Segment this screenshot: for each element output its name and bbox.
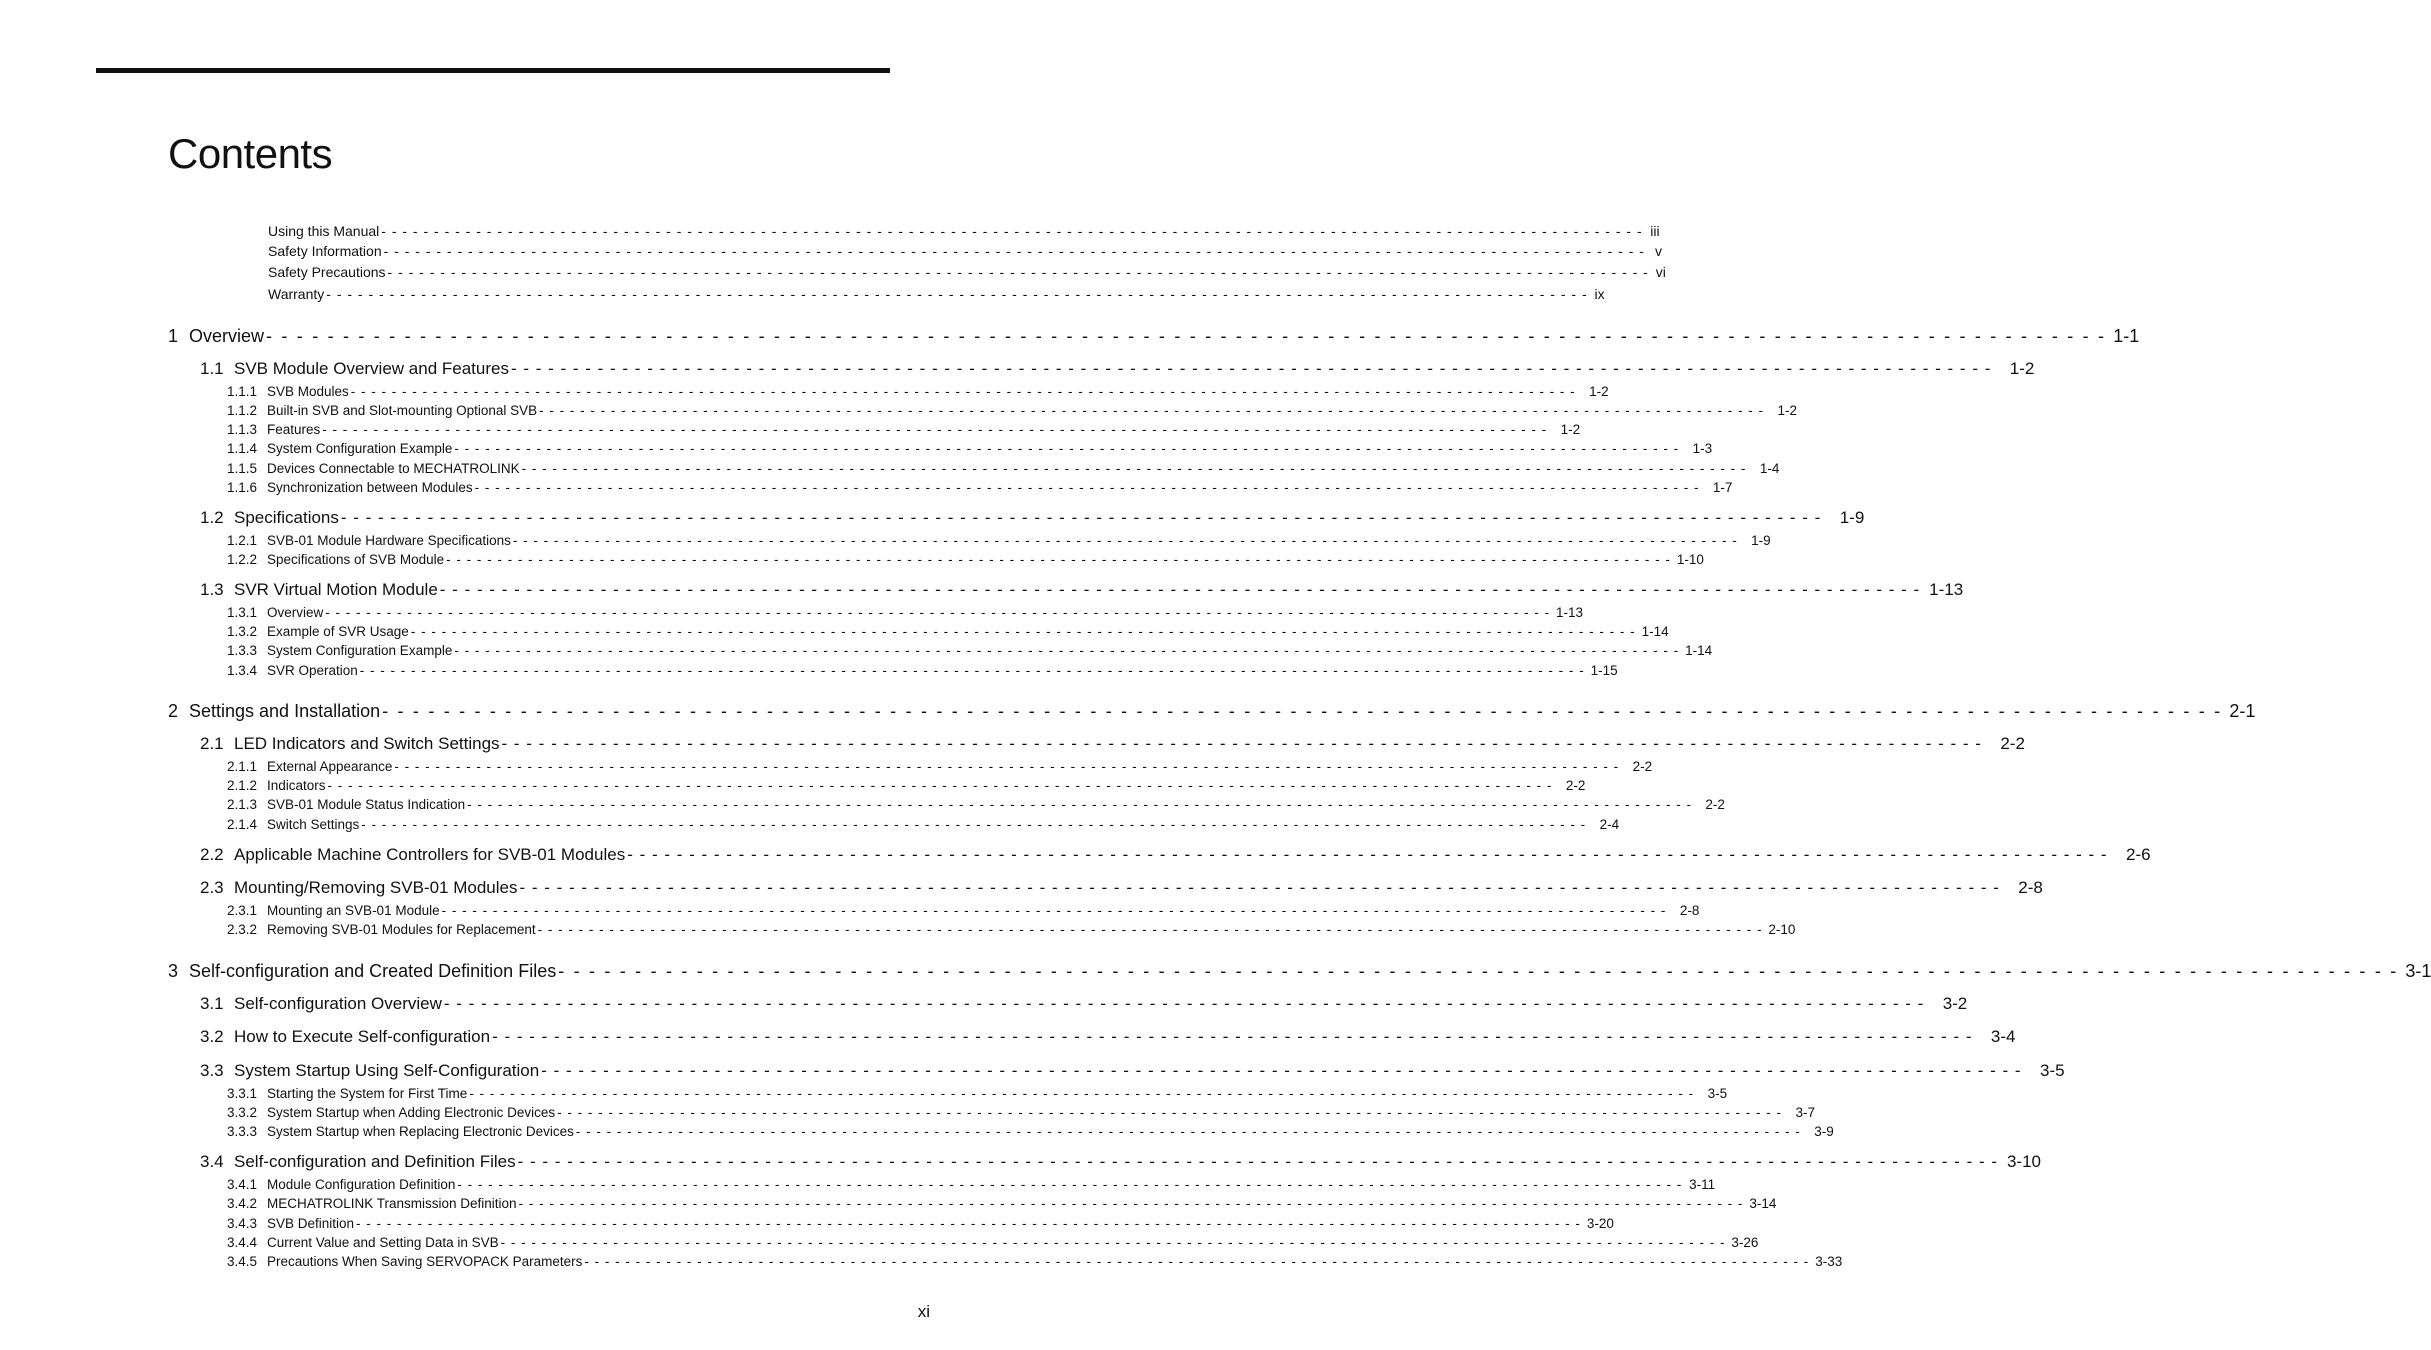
toc-entry-sub[interactable] [227, 551, 1704, 568]
dot-leader: - - - - - - - - - - - - - - - - - - - - - - - - - - - - - - - - - - - - - - - - - - - - - - - - - - - - - - - - - - - - - - - - - - - - - - - - - - - - - - - - - - - - - - - - - - - - - - - - - - - - - - - - - - - - - - - - - - - - - - - - [539, 403, 1764, 418]
dot-leader: - - - - - - - - - - - - - - - - - - - - - - - - - - - - - - - - - - - - - - - - - - - - - - - - - - - - - - - - - - - - - - - - - - - - - - - - - - - - - - - - - - - - - - - - - - - - - - - - - - - - - - - - - - - - - - - - - - - - - - - - [454, 643, 1680, 658]
entry-title: Removing SVB-01 Modules for Replacement [267, 922, 536, 937]
entry-number: 3.1 [200, 994, 224, 1013]
entry-number: 1.1.3 [227, 422, 258, 437]
entry-title: SVR Operation [267, 663, 358, 678]
dot-leader: - - - - - - - - - - - - - - - - - - - - - - - - - - - - - - - - - - - - - - - - - - - - - - - - - - - - - - - - - - - - - - - - - - - - - - - - - - - - - - - - - - - - - - - - - - - - - - - - - - - - - - - - - - - - - - - - - - - - - - - - [394, 759, 1620, 774]
toc-entry-sub[interactable] [227, 662, 1618, 679]
entry-page-number: 1-10 [1676, 552, 1704, 567]
entry-number: 3.4.4 [227, 1235, 258, 1250]
toc-entry-sub[interactable] [227, 1123, 1834, 1140]
dot-leader: - - - - - - - - - - - - - - - - - - - - - - - - - - - - - - - - - - - - - - - - - - - - - - - - - - - - - - - - - - - - - - - - - - - - - - - - - - - - - - - - - - - - - - - - - - - - - - - - - - - - - - - - - - - - - - - - - - - - - - - - [266, 326, 2107, 346]
entry-title: Synchronization between Modules [267, 480, 473, 495]
entry-title: Module Configuration Definition [267, 1177, 456, 1192]
entry-page-number: 3-5 [1707, 1086, 1728, 1101]
entry-title: LED Indicators and Switch Settings [234, 734, 500, 753]
entry-title: Using this Manual [268, 223, 380, 239]
dot-leader: - - - - - - - - - - - - - - - - - - - - - - - - - - - - - - - - - - - - - - - - - - - - - - - - - - - - - - - - - - - - - - - - - - - - - - - - - - - - - - - - - - - - - - - - - - - - - - - - - - - - - - - - - - - - - - - - - - - - - - - - [557, 1105, 1782, 1120]
entry-number: 3.2 [200, 1027, 224, 1046]
entry-title: SVR Virtual Motion Module [234, 580, 438, 599]
toc-entry-section[interactable] [200, 1026, 2016, 1048]
toc-entry-sub[interactable] [227, 758, 1653, 775]
dot-leader: - - - - - - - - - - - - - - - - - - - - - - - - - - - - - - - - - - - - - - - - - - - - - - - - - - - - - - - - - - - - - - - - - - - - - - - - - - - - - - - - - - - - - - - - - - - - - - - - - - - - - - - - - - - - - - - - - - - - - - - - [517, 1152, 1998, 1171]
toc-entry-sub[interactable] [227, 642, 1713, 659]
entry-title: SVB-01 Module Hardware Specifications [267, 533, 511, 548]
dot-leader: - - - - - - - - - - - - - - - - - - - - - - - - - - - - - - - - - - - - - - - - - - - - - - - - - - - - - - - - - - - - - - - - - - - - - - - - - - - - - - - - - - - - - - - - - - - - - - - - - - - - - - - - - - - - - - - - - - - - - - - - [325, 605, 1551, 620]
toc-entry-sub[interactable] [227, 402, 1797, 419]
toc-entry-sub[interactable] [227, 604, 1584, 621]
dot-leader: - - - - - - - - - - - - - - - - - - - - - - - - - - - - - - - - - - - - - - - - - - - - - - - - - - - - - - - - - - - - - - - - - - - - - - - - - - - - - - - - - - - - - - - - - - - - - - - - - - - - - - - - - - - - - - - - - - - - - - - - [356, 1216, 1581, 1231]
entry-page-number: vi [1655, 264, 1666, 280]
toc-entry-section[interactable] [200, 993, 1968, 1015]
entry-number: 1.3.3 [227, 643, 258, 658]
toc-entry-sub[interactable] [227, 1085, 1728, 1102]
page-title: Contents [168, 130, 333, 177]
entry-page-number: 1-4 [1759, 461, 1780, 476]
entry-page-number: 1-2 [1777, 403, 1797, 418]
entry-page-number: 1-15 [1590, 663, 1618, 678]
dot-leader: - - - - - - - - - - - - - - - - - - - - - - - - - - - - - - - - - - - - - - - - - - - - - - - - - - - - - - - - - - - - - - - - - - - - - - - - - - - - - - - - - - - - - - - - - - - - - - - - - - - - - - - - - - - - - - - - - - - - - - - - [322, 422, 1548, 437]
entry-number: 1.3.4 [227, 663, 258, 678]
toc-entry-section[interactable] [200, 877, 2043, 899]
entry-title: Warranty [268, 286, 325, 302]
entry-page-number: 2-6 [2126, 845, 2151, 864]
toc-entry-section[interactable] [200, 1060, 2065, 1082]
entry-page-number: 2-4 [1599, 817, 1620, 832]
entry-title: SVB Definition [267, 1216, 355, 1231]
dot-leader: - - - - - - - - - - - - - - - - - - - - - - - - - - - - - - - - - - - - - - - - - - - - - - - - - - - - - - - - - - - - - - - - - - - - - - - - - - - - - - - - - - - - - - - - - - - - - - - - - - - - - - - - - - - - - - - - - - - - - - - - [381, 223, 1643, 239]
entry-title: Specifications of SVB Module [267, 552, 445, 567]
entry-title: Indicators [267, 778, 326, 793]
dot-leader: - - - - - - - - - - - - - - - - - - - - - - - - - - - - - - - - - - - - - - - - - - - - - - - - - - - - - - - - - - - - - - - - - - - - - - - - - - - - - - - - - - - - - - - - - - - - - - - - - - - - - - - - - - - - - - - - - - - - - - - - [518, 1196, 1744, 1211]
entry-page-number: 1-14 [1641, 624, 1669, 639]
entry-page-number: 2-2 [1705, 797, 1725, 812]
entry-title: System Startup when Adding Electronic Devices [267, 1105, 556, 1120]
entry-title: System Configuration Example [267, 441, 453, 456]
entry-title: Specifications [234, 508, 339, 527]
dot-leader: - - - - - - - - - - - - - - - - - - - - - - - - - - - - - - - - - - - - - - - - - - - - - - - - - - - - - - - - - - - - - - - - - - - - - - - - - - - - - - - - - - - - - - - - - - - - - - - - - - - - - - - - - - - - - - - - - - - - - - - - [501, 734, 1982, 753]
entry-title: SVB Module Overview and Features [234, 359, 509, 378]
entry-number: 3.4.3 [227, 1216, 258, 1231]
entry-number: 3.3.2 [227, 1105, 258, 1120]
toc-entry-sub[interactable] [227, 777, 1586, 794]
entry-title: How to Execute Self-configuration [234, 1027, 491, 1046]
entry-title: Settings and Installation [189, 701, 381, 721]
dot-leader: - - - - - - - - - - - - - - - - - - - - - - - - - - - - - - - - - - - - - - - - - - - - - - - - - - - - - - - - - - - - - - - - - - - - - - - - - - - - - - - - - - - - - - - - - - - - - - - - - - - - - - - - - - - - - - - - - - - - - - - - [359, 663, 1585, 678]
entry-number: 3.3 [200, 1061, 224, 1080]
entry-number: 3.4 [200, 1152, 224, 1171]
entry-title: Safety Precautions [268, 264, 386, 280]
dot-leader: - - - - - - - - - - - - - - - - - - - - - - - - - - - - - - - - - - - - - - - - - - - - - - - - - - - - - - - - - - - - - - - - - - - - - - - - - - - - - - - - - - - - - - - - - - - - - - - - - - - - - - - - - - - - - - - - - - - - - - - - [457, 1177, 1683, 1192]
entry-page-number: 1-2 [2009, 359, 2035, 378]
toc-entry-chapter[interactable] [168, 699, 2256, 723]
entry-page-number: 1-2 [1589, 384, 1609, 399]
entry-number: 1.1.1 [227, 384, 258, 399]
entry-page-number: 3-5 [2040, 1061, 2065, 1080]
entry-page-number: 3-9 [1814, 1124, 1834, 1139]
entry-title: External Appearance [267, 759, 393, 774]
toc-entry-front[interactable] [268, 222, 1660, 240]
entry-number: 2 [168, 701, 179, 721]
entry-title: Precautions When Saving SERVOPACK Parameters [267, 1254, 583, 1269]
entry-title: Example of SVR Usage [267, 624, 409, 639]
entry-page-number: 3-33 [1815, 1254, 1843, 1269]
entry-page-number: 1-14 [1685, 643, 1713, 658]
dot-leader: - - - - - - - - - - - - - - - - - - - - - - - - - - - - - - - - - - - - - - - - - - - - - - - - - - - - - - - - - - - - - - - - - - - - - - - - - - - - - - - - - - - - - - - - - - - - - - - - - - - - - - - - - - - - - - - - - - - - - - - - [541, 1061, 2022, 1080]
dot-leader: - - - - - - - - - - - - - - - - - - - - - - - - - - - - - - - - - - - - - - - - - - - - - - - - - - - - - - - - - - - - - - - - - - - - - - - - - - - - - - - - - - - - - - - - - - - - - - - - - - - - - - - - - - - - - - - - - - - - - - - - [350, 384, 1576, 399]
dot-leader: - - - - - - - - - - - - - - - - - - - - - - - - - - - - - - - - - - - - - - - - - - - - - - - - - - - - - - - - - - - - - - - - - - - - - - - - - - - - - - - - - - - - - - - - - - - - - - - - - - - - - - - - - - - - - - - - - - - - - - - - [326, 286, 1588, 302]
dot-leader: - - - - - - - - - - - - - - - - - - - - - - - - - - - - - - - - - - - - - - - - - - - - - - - - - - - - - - - - - - - - - - - - - - - - - - - - - - - - - - - - - - - - - - - - - - - - - - - - - - - - - - - - - - - - - - - - - - - - - - - - [382, 701, 2223, 721]
dot-leader: - - - - - - - - - - - - - - - - - - - - - - - - - - - - - - - - - - - - - - - - - - - - - - - - - - - - - - - - - - - - - - - - - - - - - - - - - - - - - - - - - - - - - - - - - - - - - - - - - - - - - - - - - - - - - - - - - - - - - - - - [441, 903, 1667, 918]
toc-entry-section[interactable] [200, 733, 2025, 755]
toc-entry-sub[interactable] [227, 440, 1713, 457]
dot-leader: - - - - - - - - - - - - - - - - - - - - - - - - - - - - - - - - - - - - - - - - - - - - - - - - - - - - - - - - - - - - - - - - - - - - - - - - - - - - - - - - - - - - - - - - - - - - - - - - - - - - - - - - - - - - - - - - - - - - - - - - [327, 778, 1553, 793]
entry-page-number: 3-11 [1689, 1177, 1716, 1192]
entry-title: Mounting/Removing SVB-01 Modules [234, 878, 518, 897]
dot-leader: - - - - - - - - - - - - - - - - - - - - - - - - - - - - - - - - - - - - - - - - - - - - - - - - - - - - - - - - - - - - - - - - - - - - - - - - - - - - - - - - - - - - - - - - - - - - - - - - - - - - - - - - - - - - - - - - - - - - - - - - [492, 1027, 1973, 1046]
entry-page-number: 1-13 [1929, 580, 1964, 599]
dot-leader: - - - - - - - - - - - - - - - - - - - - - - - - - - - - - - - - - - - - - - - - - - - - - - - - - - - - - - - - - - - - - - - - - - - - - - - - - - - - - - - - - - - - - - - - - - - - - - - - - - - - - - - - - - - - - - - - - - - - - - - - [512, 533, 1738, 548]
toc-entry-sub[interactable] [227, 421, 1581, 438]
entry-number: 1.2.2 [227, 552, 258, 567]
entry-number: 2.3.2 [227, 922, 258, 937]
entry-number: 2.1 [200, 734, 224, 753]
entry-title: Devices Connectable to MECHATROLINK [267, 461, 520, 476]
toc-entry-sub[interactable] [227, 1234, 1759, 1251]
entry-title: System Startup Using Self-Configuration [234, 1061, 540, 1080]
entry-number: 1.1.2 [227, 403, 258, 418]
toc-entry-sub[interactable] [227, 1176, 1716, 1193]
entry-title: Features [267, 422, 321, 437]
entry-number: 2.3 [200, 878, 224, 897]
entry-number: 2.2 [200, 845, 224, 864]
dot-leader: - - - - - - - - - - - - - - - - - - - - - - - - - - - - - - - - - - - - - - - - - - - - - - - - - - - - - - - - - - - - - - - - - - - - - - - - - - - - - - - - - - - - - - - - - - - - - - - - - - - - - - - - - - - - - - - - - - - - - - - - [361, 817, 1587, 832]
entry-number: 1.1 [200, 359, 224, 378]
toc-entry-sub[interactable] [227, 796, 1725, 813]
entry-page-number: 3-4 [1990, 1027, 2016, 1046]
entry-number: 1.3.1 [227, 605, 258, 620]
dot-leader: - - - - - - - - - - - - - - - - - - - - - - - - - - - - - - - - - - - - - - - - - - - - - - - - - - - - - - - - - - - - - - - - - - - - - - - - - - - - - - - - - - - - - - - - - - - - - - - - - - - - - - - - - - - - - - - - - - - - - - - - [510, 359, 1992, 378]
toc-entry-front[interactable] [268, 242, 1662, 260]
dot-leader: - - - - - - - - - - - - - - - - - - - - - - - - - - - - - - - - - - - - - - - - - - - - - - - - - - - - - - - - - - - - - - - - - - - - - - - - - - - - - - - - - - - - - - - - - - - - - - - - - - - - - - - - - - - - - - - - - - - - - - - - [558, 961, 2399, 981]
toc-entry-sub[interactable] [227, 1215, 1614, 1232]
entry-page-number: 1-9 [1751, 533, 1771, 548]
toc-entry-chapter[interactable] [168, 324, 2140, 348]
dot-leader: - - - - - - - - - - - - - - - - - - - - - - - - - - - - - - - - - - - - - - - - - - - - - - - - - - - - - - - - - - - - - - - - - - - - - - - - - - - - - - - - - - - - - - - - - - - - - - - - - - - - - - - - - - - - - - - - - - - - - - - - [443, 994, 1925, 1013]
top-rule [96, 68, 890, 73]
toc-entry-sub[interactable] [227, 1195, 1777, 1212]
entry-page-number: 2-10 [1768, 922, 1796, 937]
entry-page-number: 3-2 [1942, 994, 1968, 1013]
toc-entry-front[interactable] [268, 263, 1666, 281]
entry-page-number: 2-2 [1565, 778, 1586, 793]
entry-number: 3 [168, 961, 179, 981]
entry-title: Starting the System for First Time [267, 1086, 468, 1101]
entry-title: Self-configuration and Definition Files [234, 1152, 516, 1171]
entry-number: 1.1.6 [227, 480, 258, 495]
entry-number: 2.1.2 [227, 778, 258, 793]
toc-entry-front[interactable] [268, 285, 1605, 303]
entry-page-number: 2-2 [2000, 734, 2025, 753]
dot-leader: - - - - - - - - - - - - - - - - - - - - - - - - - - - - - - - - - - - - - - - - - - - - - - - - - - - - - - - - - - - - - - - - - - - - - - - - - - - - - - - - - - - - - - - - - - - - - - - - - - - - - - - - - - - - - - - - - - - - - - - - [519, 878, 2000, 897]
toc-entry-section[interactable] [200, 1151, 2041, 1173]
dot-leader: - - - - - - - - - - - - - - - - - - - - - - - - - - - - - - - - - - - - - - - - - - - - - - - - - - - - - - - - - - - - - - - - - - - - - - - - - - - - - - - - - - - - - - - - - - - - - - - - - - - - - - - - - - - - - - - - - - - - - - - - [584, 1254, 1810, 1269]
entry-page-number: iii [1650, 223, 1660, 239]
entry-number: 2.1.1 [227, 759, 258, 774]
entry-number: 1.1.4 [227, 441, 258, 456]
dot-leader: - - - - - - - - - - - - - - - - - - - - - - - - - - - - - - - - - - - - - - - - - - - - - - - - - - - - - - - - - - - - - - - - - - - - - - - - - - - - - - - - - - - - - - - - - - - - - - - - - - - - - - - - - - - - - - - - - - - - - - - - [383, 243, 1645, 259]
entry-number: 1.2.1 [227, 533, 258, 548]
toc-entry-section[interactable] [200, 844, 2151, 866]
toc-entry-sub[interactable] [227, 816, 1620, 833]
toc-entry-sub[interactable] [227, 921, 1796, 938]
entry-title: System Configuration Example [267, 643, 453, 658]
entry-title: Switch Settings [267, 817, 360, 832]
dot-leader: - - - - - - - - - - - - - - - - - - - - - - - - - - - - - - - - - - - - - - - - - - - - - - - - - - - - - - - - - - - - - - - - - - - - - - - - - - - - - - - - - - - - - - - - - - - - - - - - - - - - - - - - - - - - - - - - - - - - - - - - [575, 1124, 1801, 1139]
entry-page-number: v [1654, 243, 1662, 259]
page-number: xi [917, 1302, 930, 1321]
entry-page-number: 3-7 [1795, 1105, 1815, 1120]
entry-page-number: 1-7 [1712, 480, 1733, 495]
entry-number: 3.4.5 [227, 1254, 258, 1269]
toc-entry-sub[interactable] [227, 532, 1771, 549]
entry-page-number: 2-8 [1679, 903, 1700, 918]
toc-entry-chapter[interactable] [168, 959, 2431, 983]
dot-leader: - - - - - - - - - - - - - - - - - - - - - - - - - - - - - - - - - - - - - - - - - - - - - - - - - - - - - - - - - - - - - - - - - - - - - - - - - - - - - - - - - - - - - - - - - - - - - - - - - - - - - - - - - - - - - - - - - - - - - - - - [446, 552, 1671, 567]
dot-leader: - - - - - - - - - - - - - - - - - - - - - - - - - - - - - - - - - - - - - - - - - - - - - - - - - - - - - - - - - - - - - - - - - - - - - - - - - - - - - - - - - - - - - - - - - - - - - - - - - - - - - - - - - - - - - - - - - - - - - - - - [340, 508, 1822, 527]
entry-title: Current Value and Setting Data in SVB [267, 1235, 499, 1250]
toc-entry-sub[interactable] [227, 383, 1609, 400]
dot-leader: - - - - - - - - - - - - - - - - - - - - - - - - - - - - - - - - - - - - - - - - - - - - - - - - - - - - - - - - - - - - - - - - - - - - - - - - - - - - - - - - - - - - - - - - - - - - - - - - - - - - - - - - - - - - - - - - - - - - - - - - [521, 461, 1747, 476]
entry-number: 3.4.2 [227, 1196, 258, 1211]
entry-number: 1.2 [200, 508, 224, 527]
dot-leader: - - - - - - - - - - - - - - - - - - - - - - - - - - - - - - - - - - - - - - - - - - - - - - - - - - - - - - - - - - - - - - - - - - - - - - - - - - - - - - - - - - - - - - - - - - - - - - - - - - - - - - - - - - - - - - - - - - - - - - - - [387, 264, 1649, 280]
entry-page-number: 3-20 [1586, 1216, 1614, 1231]
entry-title: MECHATROLINK Transmission Definition [267, 1196, 517, 1211]
entry-number: 3.3.1 [227, 1086, 258, 1101]
entry-page-number: 2-8 [2018, 878, 2043, 897]
entry-number: 2.1.4 [227, 817, 258, 832]
entry-page-number: 3-26 [1731, 1235, 1759, 1250]
entry-number: 1.1.5 [227, 461, 258, 476]
toc-entry-sub[interactable] [227, 623, 1669, 640]
toc-entry-sub[interactable] [227, 1104, 1815, 1121]
entry-number: 2.3.1 [227, 903, 258, 918]
dot-leader: - - - - - - - - - - - - - - - - - - - - - - - - - - - - - - - - - - - - - - - - - - - - - - - - - - - - - - - - - - - - - - - - - - - - - - - - - - - - - - - - - - - - - - - - - - - - - - - - - - - - - - - - - - - - - - - - - - - - - - - - [454, 441, 1680, 456]
entry-title: SVB Modules [267, 384, 349, 399]
dot-leader: - - - - - - - - - - - - - - - - - - - - - - - - - - - - - - - - - - - - - - - - - - - - - - - - - - - - - - - - - - - - - - - - - - - - - - - - - - - - - - - - - - - - - - - - - - - - - - - - - - - - - - - - - - - - - - - - - - - - - - - - [537, 922, 1763, 937]
entry-title: Overview [189, 326, 265, 346]
entry-title: Mounting an SVB-01 Module [267, 903, 440, 918]
toc-entry-sub[interactable] [227, 1253, 1843, 1270]
entry-page-number: 1-2 [1560, 422, 1581, 437]
dot-leader: - - - - - - - - - - - - - - - - - - - - - - - - - - - - - - - - - - - - - - - - - - - - - - - - - - - - - - - - - - - - - - - - - - - - - - - - - - - - - - - - - - - - - - - - - - - - - - - - - - - - - - - - - - - - - - - - - - - - - - - - [474, 480, 1700, 495]
entry-number: 3.3.3 [227, 1124, 258, 1139]
entry-page-number: 3-1 [2405, 961, 2431, 981]
entry-page-number: 2-1 [2229, 701, 2256, 721]
entry-title: Built-in SVB and Slot-mounting Optional SVB [267, 403, 538, 418]
entry-number: 3.4.1 [227, 1177, 258, 1192]
entry-page-number: 1-9 [1839, 508, 1865, 527]
toc-entry-section[interactable] [200, 579, 1964, 601]
dot-leader: - - - - - - - - - - - - - - - - - - - - - - - - - - - - - - - - - - - - - - - - - - - - - - - - - - - - - - - - - - - - - - - - - - - - - - - - - - - - - - - - - - - - - - - - - - - - - - - - - - - - - - - - - - - - - - - - - - - - - - - - [469, 1086, 1695, 1101]
entry-number: 1.3.2 [227, 624, 258, 639]
dot-leader: - - - - - - - - - - - - - - - - - - - - - - - - - - - - - - - - - - - - - - - - - - - - - - - - - - - - - - - - - - - - - - - - - - - - - - - - - - - - - - - - - - - - - - - - - - - - - - - - - - - - - - - - - - - - - - - - - - - - - - - - [627, 845, 2108, 864]
entry-page-number: ix [1594, 286, 1605, 302]
entry-page-number: 1-13 [1556, 605, 1584, 620]
entry-page-number: 3-14 [1749, 1196, 1777, 1211]
entry-title: Overview [267, 605, 324, 620]
entry-number: 1 [168, 326, 179, 346]
entry-page-number: 3-10 [2006, 1152, 2041, 1171]
toc-entry-sub[interactable] [227, 479, 1733, 496]
entry-number: 2.1.3 [227, 797, 258, 812]
toc-entry-sub[interactable] [227, 902, 1700, 919]
dot-leader: - - - - - - - - - - - - - - - - - - - - - - - - - - - - - - - - - - - - - - - - - - - - - - - - - - - - - - - - - - - - - - - - - - - - - - - - - - - - - - - - - - - - - - - - - - - - - - - - - - - - - - - - - - - - - - - - - - - - - - - - [500, 1235, 1726, 1250]
toc-entry-section[interactable] [200, 358, 2035, 380]
entry-title: SVB-01 Module Status Indication [267, 797, 466, 812]
entry-title: Self-configuration and Created Definition Files [189, 961, 557, 981]
entry-page-number: 1-3 [1692, 441, 1713, 456]
entry-number: 1.3 [200, 580, 224, 599]
entry-title: System Startup when Replacing Electronic Devices [267, 1124, 574, 1139]
toc-entry-sub[interactable] [227, 460, 1780, 477]
entry-title: Safety Information [268, 243, 382, 259]
entry-page-number: 1-1 [2113, 326, 2140, 346]
entry-title: Applicable Machine Controllers for SVB-01 Modules [234, 845, 626, 864]
entry-page-number: 2-2 [1632, 759, 1653, 774]
dot-leader: - - - - - - - - - - - - - - - - - - - - - - - - - - - - - - - - - - - - - - - - - - - - - - - - - - - - - - - - - - - - - - - - - - - - - - - - - - - - - - - - - - - - - - - - - - - - - - - - - - - - - - - - - - - - - - - - - - - - - - - - [467, 797, 1692, 812]
entry-title: Self-configuration Overview [234, 994, 442, 1013]
toc-entry-section[interactable] [200, 507, 1865, 529]
dot-leader: - - - - - - - - - - - - - - - - - - - - - - - - - - - - - - - - - - - - - - - - - - - - - - - - - - - - - - - - - - - - - - - - - - - - - - - - - - - - - - - - - - - - - - - - - - - - - - - - - - - - - - - - - - - - - - - - - - - - - - - - [410, 624, 1636, 639]
dot-leader: - - - - - - - - - - - - - - - - - - - - - - - - - - - - - - - - - - - - - - - - - - - - - - - - - - - - - - - - - - - - - - - - - - - - - - - - - - - - - - - - - - - - - - - - - - - - - - - - - - - - - - - - - - - - - - - - - - - - - - - - [439, 580, 1921, 599]
